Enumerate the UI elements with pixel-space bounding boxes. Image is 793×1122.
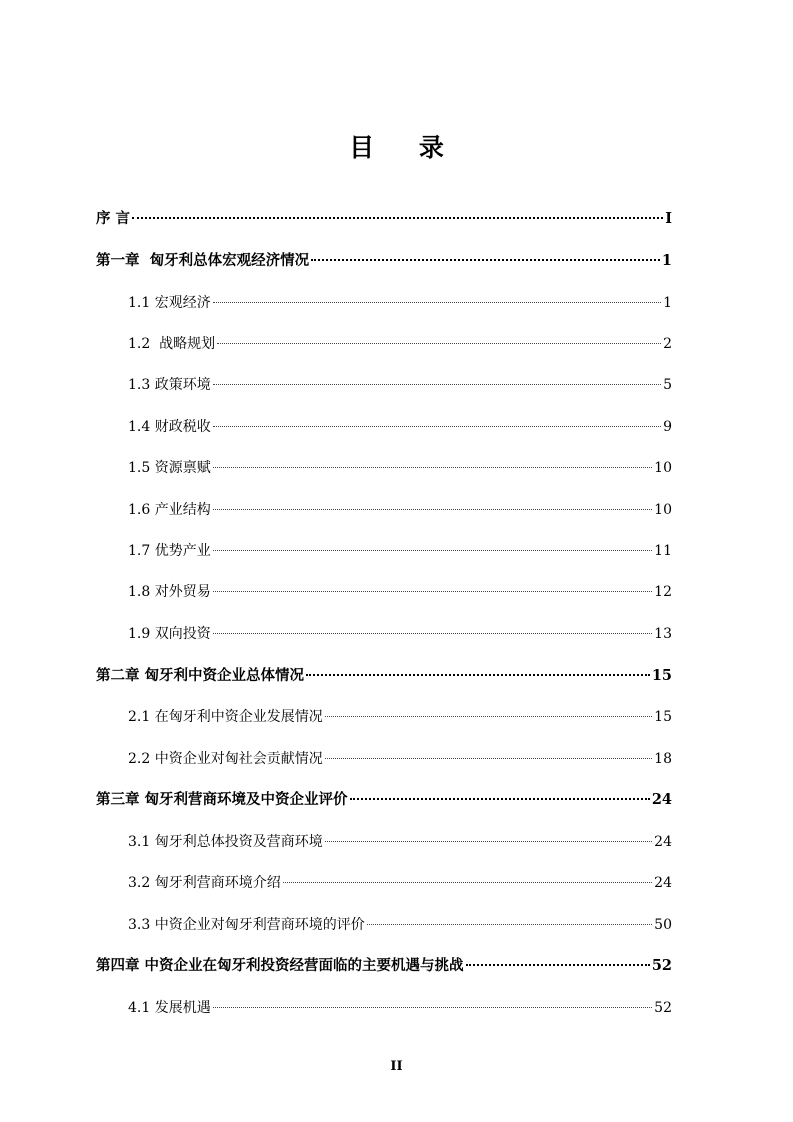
dot-leader [213, 632, 652, 634]
dot-leader [466, 963, 650, 966]
toc-entry-label: 4.1 发展机遇 [128, 1000, 211, 1016]
toc-entry-label: 1.5 资源禀赋 [128, 460, 211, 476]
toc-entry-page: 50 [654, 917, 672, 933]
toc-entry-1-5[interactable] [128, 458, 672, 478]
toc-entry-1-9[interactable] [128, 624, 672, 644]
toc-entry-label: 序 言 [96, 210, 131, 227]
toc-entry-label: 1.4 财政税收 [128, 419, 211, 435]
dot-leader [213, 549, 652, 551]
toc-entry-chapter-1[interactable] [96, 251, 672, 271]
toc-entry-1-2[interactable] [128, 334, 672, 354]
toc-entry-chapter-2[interactable] [96, 666, 672, 686]
toc-entry-3-3[interactable] [128, 915, 672, 935]
toc-entry-page: 12 [654, 584, 672, 600]
dot-leader [213, 383, 661, 385]
toc-entry-label: 1.8 对外贸易 [128, 584, 211, 600]
toc-entry-label: 第三章 匈牙利营商环境及中资企业评价 [96, 791, 348, 808]
page-title: 目 录 [349, 133, 462, 162]
toc-entry-1-3[interactable] [128, 375, 672, 395]
toc-entry-label: 第二章 匈牙利中资企业总体情况 [96, 667, 305, 684]
page-number: II [390, 1059, 403, 1074]
dot-leader [213, 508, 652, 510]
toc-entry-page: 18 [654, 751, 672, 767]
toc-entry-label: 1.3 政策环境 [128, 377, 211, 393]
toc-entry-page: 5 [663, 377, 672, 393]
toc-entry-page: 15 [654, 709, 672, 725]
toc-entry-3-1[interactable] [128, 832, 672, 852]
dot-leader [325, 840, 652, 842]
toc-entry-page: 15 [651, 667, 672, 684]
toc-entry-page: 1 [661, 252, 672, 269]
toc-entry-page: 24 [654, 834, 672, 850]
toc-entry-label: 1.1 宏观经济 [128, 295, 211, 311]
toc-entry-label: 3.3 中资企业对匈牙利营商环境的评价 [128, 917, 365, 933]
toc-entry-4-1[interactable] [128, 998, 672, 1018]
toc-entry-page: 52 [651, 957, 672, 974]
toc-entry-page: 11 [654, 543, 672, 559]
dot-leader [350, 797, 650, 800]
toc-entry-label: 1.7 优势产业 [128, 543, 211, 559]
toc-entry-label: 第一章 匈牙利总体宏观经济情况 [96, 252, 310, 269]
toc-entry-chapter-3[interactable] [96, 790, 672, 810]
dot-leader [283, 881, 652, 883]
dot-leader [306, 673, 650, 676]
toc-entry-page: 1 [663, 295, 672, 311]
dot-leader [132, 216, 663, 219]
dot-leader [367, 923, 652, 925]
toc-entry-label: 3.1 匈牙利总体投资及营商环境 [128, 834, 323, 850]
toc-entry-2-2[interactable] [128, 749, 672, 769]
dot-leader [213, 301, 661, 303]
dot-leader [213, 590, 652, 592]
toc-entry-preface[interactable] [96, 209, 672, 229]
toc-entry-1-8[interactable] [128, 582, 672, 602]
toc-entry-1-1[interactable] [128, 293, 672, 313]
toc-entry-page: 24 [654, 875, 672, 891]
toc-entry-label: 1.2 战略规划 [128, 336, 216, 352]
toc-entry-1-6[interactable] [128, 500, 672, 520]
toc-entry-label: 1.9 双向投资 [128, 626, 211, 642]
dot-leader [217, 342, 661, 344]
dot-leader [325, 715, 652, 717]
toc-entry-label: 2.2 中资企业对匈社会贡献情况 [128, 751, 323, 767]
toc-entry-label: 第四章 中资企业在匈牙利投资经营面临的主要机遇与挑战 [96, 957, 464, 974]
dot-leader [213, 1006, 652, 1008]
toc-entry-page: 24 [651, 791, 672, 808]
dot-leader [311, 258, 660, 261]
toc-entry-page: 10 [654, 460, 672, 476]
toc-entry-page: 9 [663, 419, 672, 435]
toc-entry-3-2[interactable] [128, 873, 672, 893]
toc-entry-1-7[interactable] [128, 541, 672, 561]
toc-entry-2-1[interactable] [128, 707, 672, 727]
toc-entry-page: 52 [654, 1000, 672, 1016]
toc-entry-page: 13 [654, 626, 672, 642]
toc-entry-label: 1.6 产业结构 [128, 502, 211, 518]
dot-leader [213, 425, 661, 427]
toc-entry-label: 3.2 匈牙利营商环境介绍 [128, 875, 281, 891]
toc-entry-1-4[interactable] [128, 417, 672, 437]
toc-entry-chapter-4[interactable] [96, 956, 672, 976]
toc-entry-page: I [665, 210, 672, 227]
dot-leader [325, 757, 652, 759]
toc-entry-page: 2 [663, 336, 672, 352]
toc-entry-page: 10 [654, 502, 672, 518]
dot-leader [213, 466, 652, 468]
toc-entry-label: 2.1 在匈牙利中资企业发展情况 [128, 709, 323, 725]
